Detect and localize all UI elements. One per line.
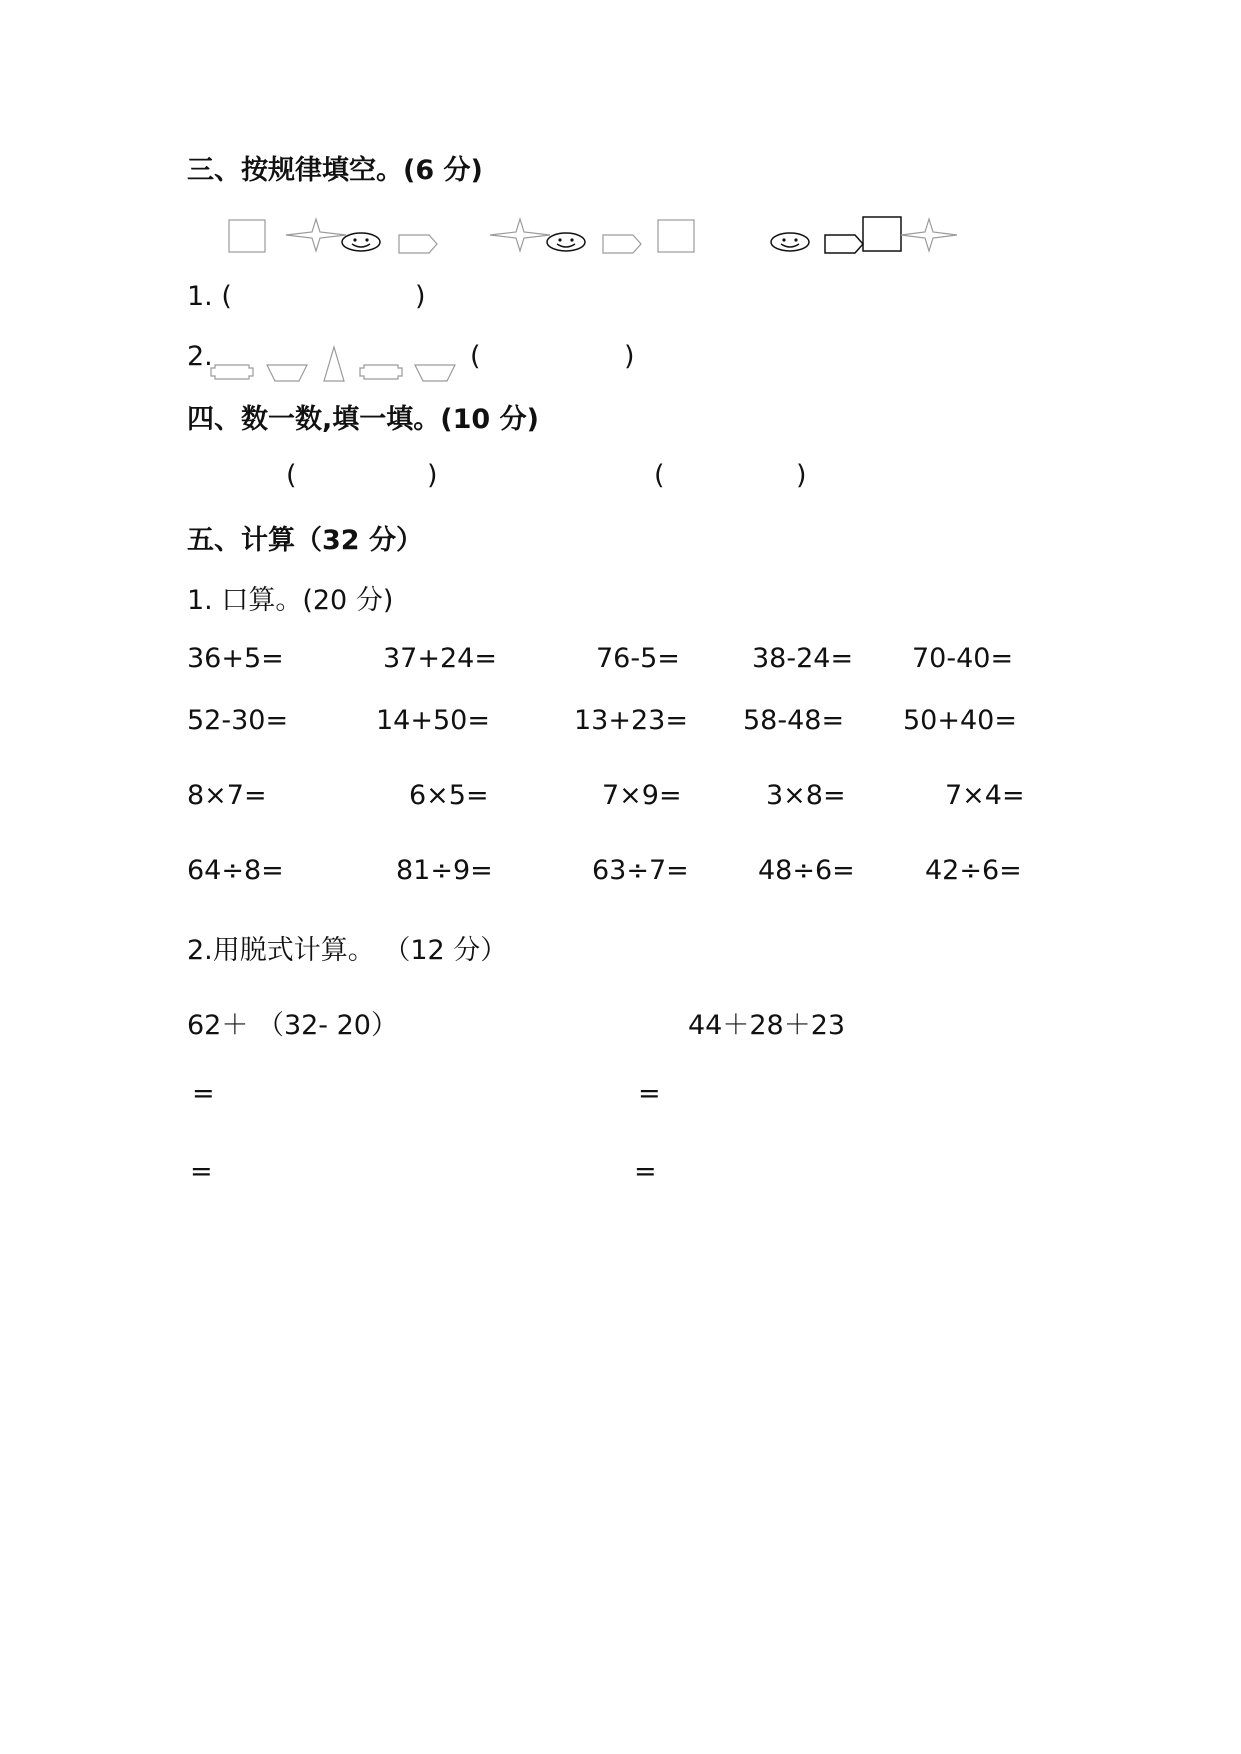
question-1-close-paren: ) <box>415 281 426 312</box>
oral-problem: 3×8= <box>766 780 846 811</box>
equals-sign: = <box>192 1078 215 1109</box>
section-4-heading: 四、数一数,填一填。(10 分) <box>187 404 539 435</box>
trapezoid-icon <box>414 364 456 382</box>
star-icon <box>489 218 551 252</box>
square-icon <box>228 219 266 253</box>
square-icon <box>862 216 902 252</box>
notched-rectangle-icon <box>359 364 403 380</box>
oral-problem: 52-30= <box>187 705 289 736</box>
oral-problem: 7×9= <box>602 780 682 811</box>
oral-problem: 63÷7= <box>592 855 689 886</box>
arrow-tag-icon <box>398 234 438 254</box>
oral-problem: 70-40= <box>912 643 1014 674</box>
section-5-heading: 五、计算（32 分） <box>187 525 423 556</box>
equals-sign: = <box>638 1078 661 1109</box>
equals-sign: = <box>634 1156 657 1187</box>
answer-1-open-paren: ( <box>286 460 297 491</box>
triangle-icon <box>323 346 345 382</box>
star-icon <box>285 218 347 252</box>
oral-problem: 37+24= <box>383 643 497 674</box>
oral-problem: 50+40= <box>903 705 1017 736</box>
oral-problem: 48÷6= <box>758 855 855 886</box>
section-3-heading: 三、按规律填空。(6 分) <box>187 155 483 186</box>
notched-rectangle-icon <box>210 364 254 380</box>
oral-problem: 42÷6= <box>925 855 1022 886</box>
question-2-open-paren: ( <box>470 341 481 372</box>
smiley-icon <box>545 231 587 253</box>
arrow-tag-icon <box>602 234 642 254</box>
smiley-icon <box>769 231 811 253</box>
oral-problem: 6×5= <box>409 780 489 811</box>
question-2-close-paren: ) <box>624 341 635 372</box>
oral-problem: 38-24= <box>752 643 854 674</box>
trapezoid-icon <box>266 364 308 382</box>
step-calculation-title: 2.用脱式计算。 （12 分） <box>187 935 508 966</box>
oral-problem: 58-48= <box>743 705 845 736</box>
arrow-tag-icon <box>824 234 864 254</box>
answer-1-close-paren: ) <box>427 460 438 491</box>
question-1-label: 1. ( <box>187 281 232 312</box>
oral-problem: 14+50= <box>376 705 490 736</box>
equals-sign: = <box>190 1156 213 1187</box>
oral-problem: 7×4= <box>945 780 1025 811</box>
square-icon <box>657 219 695 253</box>
step-expression-1: 62＋ （32- 20） <box>187 1010 398 1041</box>
oral-calculation-title: 1. 口算。(20 分) <box>187 585 394 616</box>
oral-problem: 64÷8= <box>187 855 284 886</box>
oral-problem: 13+23= <box>574 705 688 736</box>
answer-2-close-paren: ) <box>796 460 807 491</box>
step-expression-2: 44＋28＋23 <box>688 1010 846 1041</box>
oral-problem: 81÷9= <box>396 855 493 886</box>
oral-problem: 76-5= <box>596 643 680 674</box>
star-icon <box>900 218 958 252</box>
question-2-label: 2. <box>187 341 213 372</box>
smiley-icon <box>340 231 382 253</box>
answer-2-open-paren: ( <box>654 460 665 491</box>
oral-problem: 8×7= <box>187 780 267 811</box>
oral-problem: 36+5= <box>187 643 284 674</box>
